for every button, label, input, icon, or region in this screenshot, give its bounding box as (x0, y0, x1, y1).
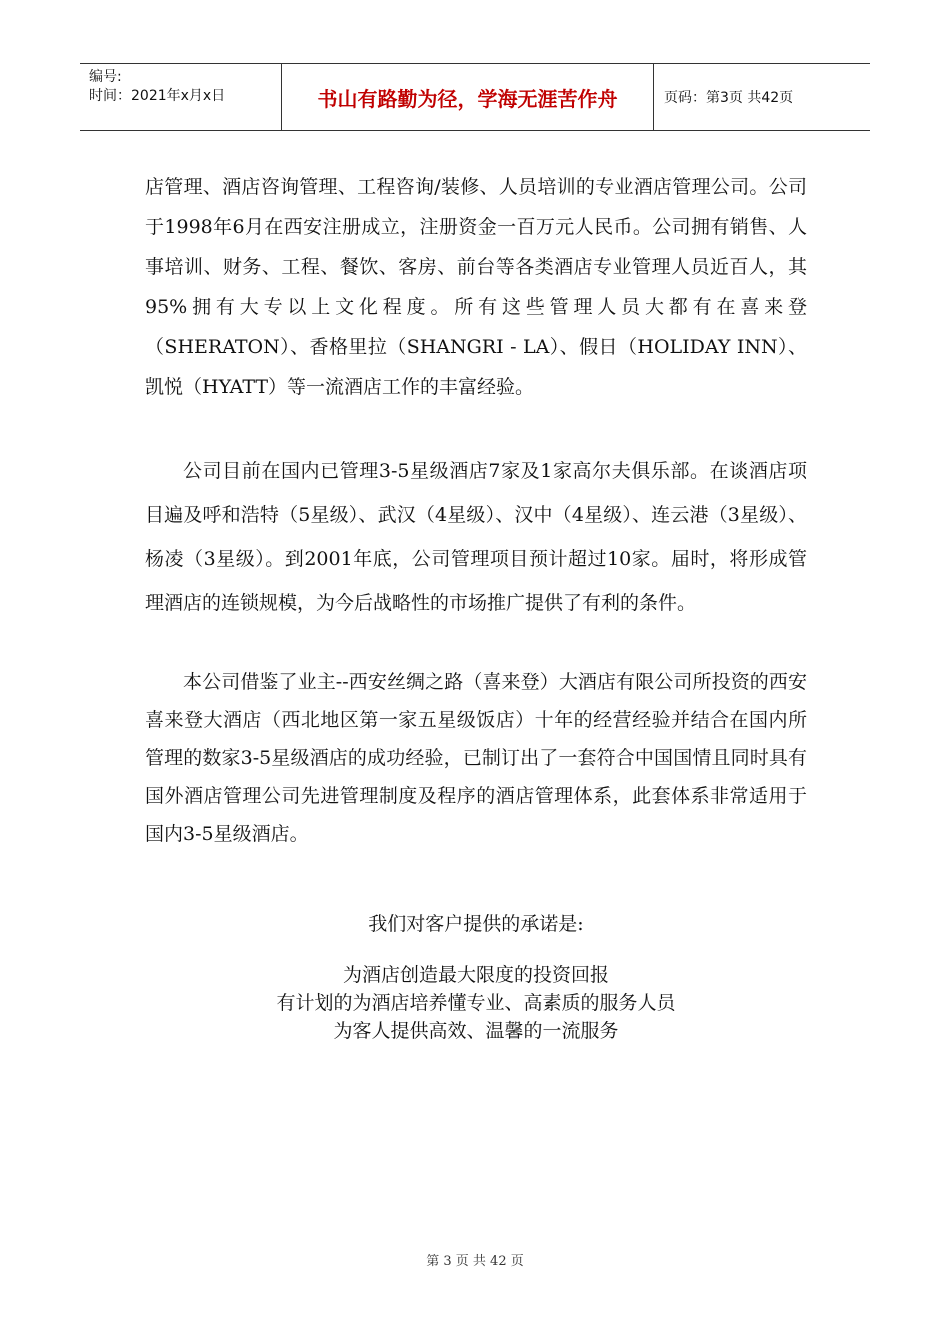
promise-line: 为客人提供高效、温馨的一流服务 (333, 1020, 619, 1042)
body-paragraph-3: 本公司借鉴了业主--西安丝绸之路（喜来登）大酒店有限公司所投资的西安喜来登大酒店（西北地区第一家五星级饭店）十年的经营经验并结合在国内所管理的数家3-5星级酒店的成功经验，已制订出了一套符合中国国情且同时具有国外酒店管理公司先进管理制度及程序的酒店管理体系，此套体系非常适用于国内3-5星级酒店。 (145, 671, 807, 845)
document-number-label: 编号: (89, 69, 122, 85)
page-footer: 第 3 页 共 42 页 (426, 1254, 524, 1269)
promise-section (145, 909, 807, 1045)
header-page-info: 页码：第3页 共42页 (664, 90, 794, 106)
promise-title: 我们对客户提供的承诺是: (368, 913, 584, 935)
header-motto: 书山有路勤为径，学海无涯苦作舟 (282, 64, 654, 130)
promise-line: 为酒店创造最大限度的投资回报 (342, 964, 609, 986)
page-header (80, 63, 870, 131)
header-meta (80, 64, 282, 130)
promise-line: 有计划的为酒店培养懂专业、高素质的服务人员 (276, 992, 676, 1014)
body-paragraph-1: 店管理、酒店咨询管理、工程咨询/装修、人员培训的专业酒店管理公司。公司于1998年6月在西安注册成立，注册资金一百万元人民币。公司拥有销售、人事培训、财务、工程、餐饮、客房、前台等各类酒店专业管理人员近百人，其95%拥有大专以上文化程度。所有这些管理人员大都有在喜来登（SHERATON）、香格里拉（SHANGRI - LA）、假日（HOLIDAY INN）、凯悦（HYATT）等一流酒店工作的丰富经验。 (145, 176, 807, 398)
document-time-label: 时间：2021年x月x日 (89, 88, 226, 104)
body-paragraph-2: 公司目前在国内已管理3-5星级酒店7家及1家高尔夫俱乐部。在谈酒店项目遍及呼和浩特（5星级）、武汉（4星级）、汉中（4星级）、连云港（3星级）、杨凌（3星级）。到2001年底，公司管理项目预计超过10家。届时，将形成管理酒店的连锁规模，为今后战略性的市场推广提供了有利的条件。 (145, 460, 807, 614)
document-body (145, 167, 807, 1045)
